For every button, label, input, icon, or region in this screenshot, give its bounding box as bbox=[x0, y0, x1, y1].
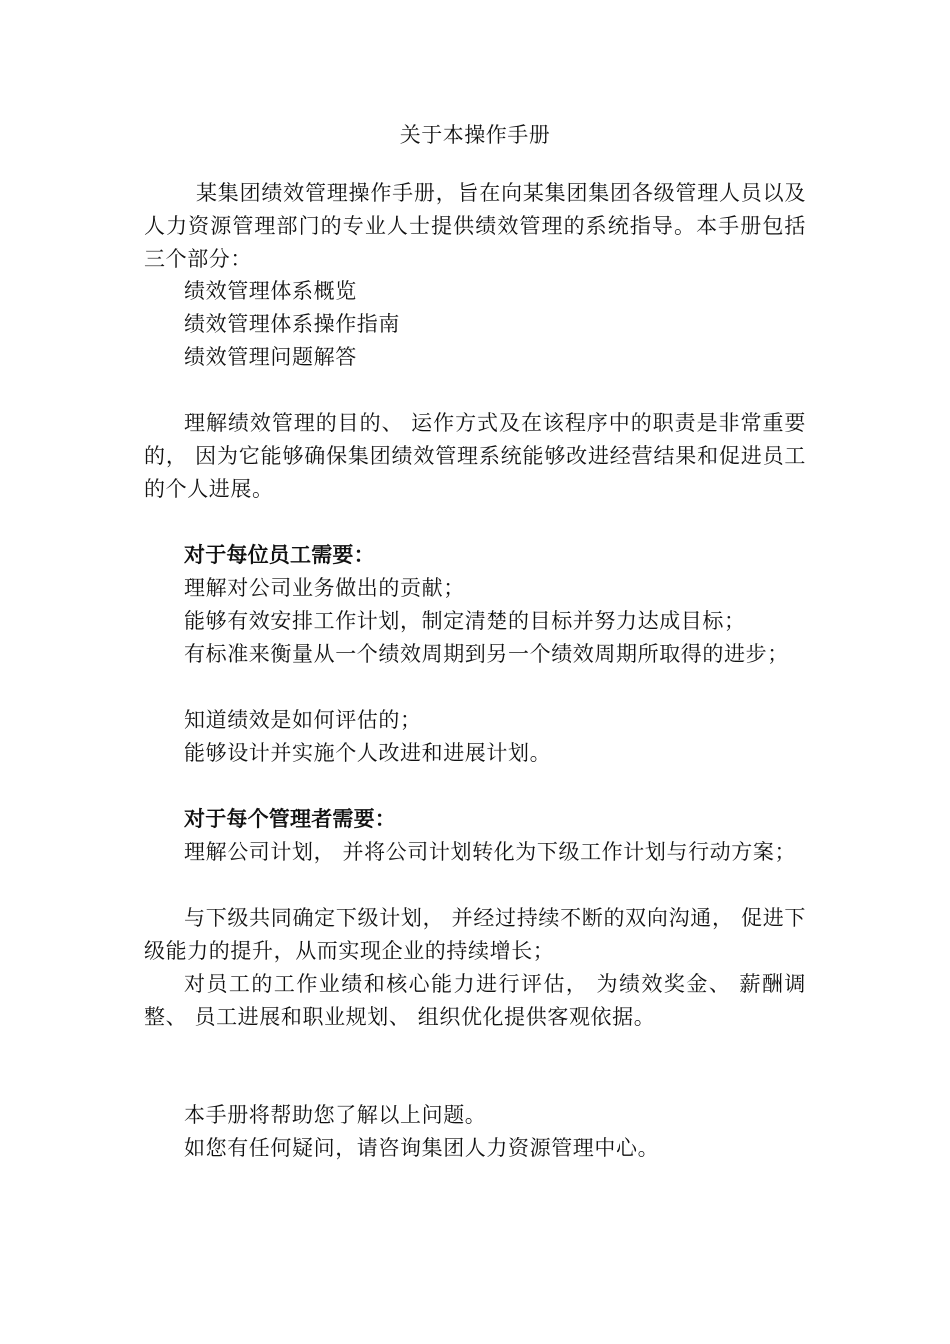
page-title: 关于本操作手册 bbox=[399, 123, 551, 147]
part-item-2: 绩效管理体系操作指南 bbox=[184, 312, 400, 336]
intro-paragraph: 某集团绩效管理操作手册，旨在向某集团集团各级管理人员以及人力资源管理部门的专业人士提供绩效管理的系统指导。本手册包括三个部分： bbox=[144, 181, 806, 271]
employee-item-2: 能够有效安排工作计划，制定清楚的目标并努力达成目标； bbox=[184, 609, 746, 633]
employee-item-3: 有标准来衡量从一个绩效周期到另一个绩效周期所取得的进步； bbox=[184, 642, 789, 666]
employee-item-1: 理解对公司业务做出的贡献； bbox=[184, 576, 465, 600]
closing-line-2: 如您有任何疑问，请咨询集团人力资源管理中心。 bbox=[184, 1136, 660, 1160]
part-item-1: 绩效管理体系概览 bbox=[184, 279, 357, 303]
manager-heading: 对于每个管理者需要： bbox=[184, 807, 396, 831]
manager-item-3: 对员工的工作业绩和核心能力进行评估， 为绩效奖金、 薪酬调整、 员工进展和职业规划、 组织优化提供客观依据。 bbox=[144, 972, 806, 1029]
closing-line-1: 本手册将帮助您了解以上问题。 bbox=[184, 1103, 487, 1127]
manager-item-1: 理解公司计划， 并将公司计划转化为下级工作计划与行动方案； bbox=[184, 840, 797, 864]
importance-paragraph: 理解绩效管理的目的、 运作方式及在该程序中的职责是非常重要的， 因为它能够确保集团绩效管理系统能够改进经营结果和促进员工的个人进展。 bbox=[144, 411, 806, 501]
employee-item-4: 知道绩效是如何评估的； bbox=[184, 708, 422, 732]
manager-item-2: 与下级共同确定下级计划， 并经过持续不断的双向沟通， 促进下级能力的提升，从而实现企业的持续增长； bbox=[144, 906, 806, 963]
part-item-3: 绩效管理问题解答 bbox=[184, 345, 357, 369]
employee-item-5: 能够设计并实施个人改进和进展计划。 bbox=[184, 741, 552, 765]
employee-heading: 对于每位员工需要： bbox=[184, 543, 375, 567]
